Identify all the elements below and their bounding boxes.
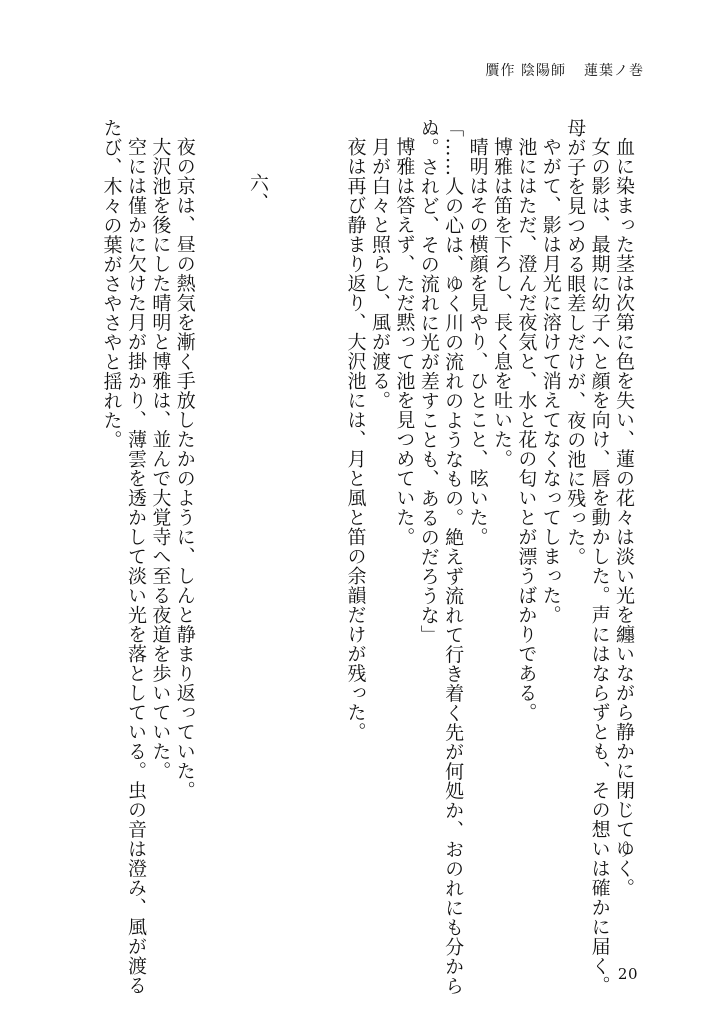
blank-line	[270, 118, 294, 953]
blank-line	[221, 118, 245, 953]
text-line: 夜は再び静まり返り、大沢池には、月と風と笛の余韻だけが残った。	[344, 137, 367, 742]
blank-line	[294, 118, 318, 953]
text-line: 博雅は笛を下ろし、長く息を吐いた。	[490, 137, 513, 469]
header-volume-title: 蓮葉ノ巻	[584, 63, 644, 79]
text-line: 空には僅かに欠けた月が掛かり、薄雲を透かして淡い光を落としている。虫の音は澄み、風が渡る	[124, 137, 147, 995]
blank-line	[197, 118, 221, 953]
text-line: 月が白々と照らし、風が渡る。	[368, 137, 391, 410]
text-line: 女の影は、最期に幼子へと顔を向け、唇を動かした。声にはならずとも、その想いは確かに届く。	[588, 137, 611, 995]
dialogue-line: 「……人の心は、ゆく川の流れのようなもの。絶えず流れて行き着く先が何処か、おのれにも分から	[442, 118, 465, 996]
dialogue-line: ぬ。されど、その流れに光が差すことも、あるのだろうな」	[417, 118, 440, 645]
text-line: 大沢池を後にした晴明と博雅は、並んで大覚寺へ至る夜道を歩いていた。	[149, 137, 172, 781]
text-line: 夜の京は、昼の熱気を漸く手放したかのように、しんと静まり返っていた。	[173, 137, 196, 800]
text-line: 池にはただ、澄んだ夜気と、水と花の匂いとが漂うばかりである。	[515, 137, 538, 722]
text-line: たび、木々の葉がさやさやと揺れた。	[100, 118, 123, 450]
text-line: やがて、影は月光に溶けて消えてなくなってしまった。	[539, 137, 562, 625]
blank-line	[319, 118, 343, 953]
text-line: 血に染まった茎は次第に色を失い、蓮の花々は淡い光を纏いながら静かに閉じてゆく。	[613, 137, 635, 898]
running-header	[486, 60, 644, 80]
text-line: 母が子を見つめる眼差しだけが、夜の池に残った。	[564, 118, 587, 567]
text-line: 博雅は答えず、ただ黙って池を見つめていた。	[393, 137, 416, 547]
section-heading: 六、	[246, 173, 269, 212]
text-line: 晴明はその横顔を見やり、ひとこと、呟いた。	[466, 137, 489, 547]
page-number: 20	[617, 965, 638, 983]
header-series-title: 贋作 陰陽師	[485, 63, 566, 79]
